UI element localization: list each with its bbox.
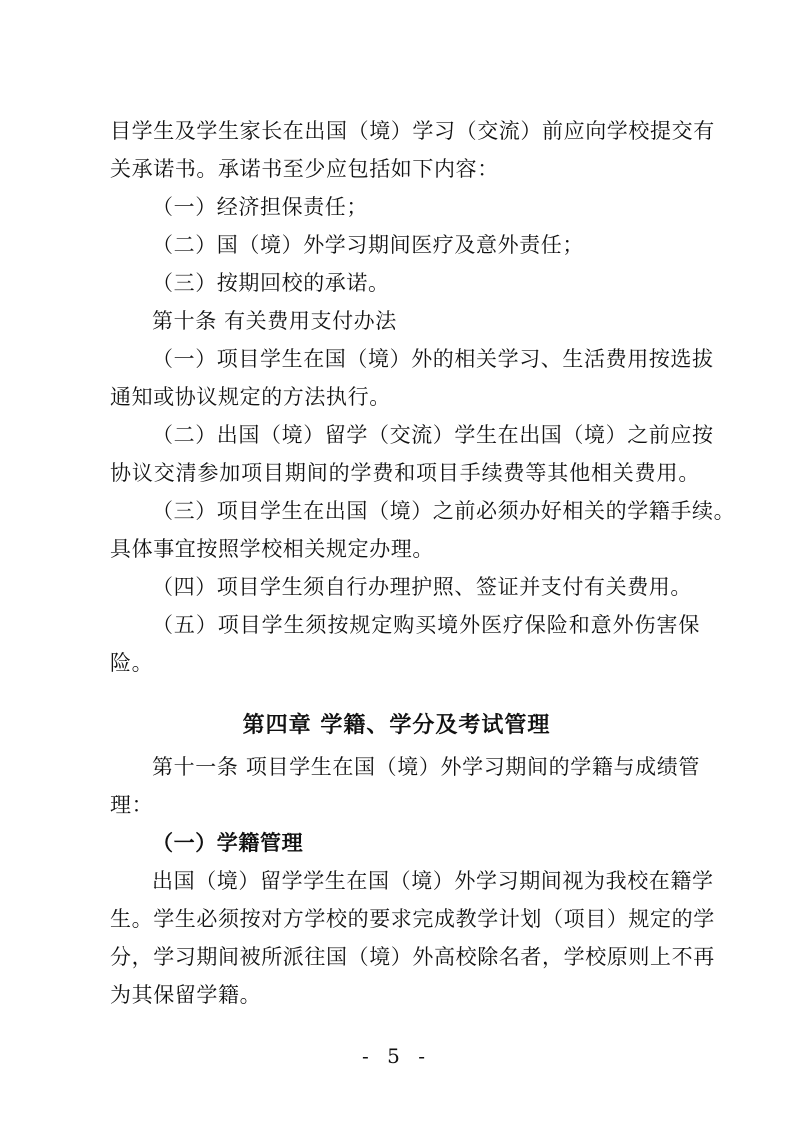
paragraph-line: 协议交清参加项目期间的学费和项目手续费等其他相关费用。 [110, 461, 700, 485]
paragraph-line: 生。学生必须按对方学校的要求完成教学计划（项目）规定的学 [110, 907, 715, 931]
paragraph-line: 险。 [110, 651, 154, 675]
paragraph-line: 分，学习期间被所派往国（境）外高校除名者，学校原则上不再 [110, 945, 715, 969]
paragraph-line: 关承诺书。承诺书至少应包括如下内容： [110, 157, 499, 181]
page-number: - 5 - [362, 1044, 431, 1068]
paragraph-line: （一）项目学生在国（境）外的相关学习、生活费用按选拔 [152, 347, 714, 371]
paragraph-line: （一）经济担保责任； [152, 195, 368, 219]
paragraph-line: （二）国（境）外学习期间医疗及意外责任； [152, 233, 584, 257]
paragraph-line: 为其保留学籍。 [110, 983, 262, 1007]
paragraph-line: （二）出国（境）留学（交流）学生在出国（境）之前应按 [152, 423, 714, 447]
paragraph-line: 具体事宜按照学校相关规定办理。 [110, 537, 434, 561]
article-heading: 第十一条 项目学生在国（境）外学习期间的学籍与成绩管 [152, 755, 700, 779]
chapter-title: 第四章 学籍、学分及考试管理 [242, 712, 551, 738]
paragraph-line: 理： [110, 793, 154, 817]
paragraph-line: 出国（境）留学学生在国（境）外学习期间视为我校在籍学 [152, 869, 714, 893]
paragraph-line: （三）项目学生在出国（境）之前必须办好相关的学籍手续。 [152, 499, 736, 523]
paragraph-line: （五）项目学生须按规定购买境外医疗保险和意外伤害保 [152, 613, 700, 637]
paragraph-line: 目学生及学生家长在出国（境）学习（交流）前应向学校提交有 [110, 119, 715, 143]
paragraph-line: 通知或协议规定的方法执行。 [110, 385, 391, 409]
article-heading: 第十条 有关费用支付办法 [152, 309, 397, 333]
section-heading: （一）学籍管理 [152, 830, 304, 855]
paragraph-line: （三）按期回校的承诺。 [152, 271, 390, 295]
paragraph-line: （四）项目学生须自行办理护照、签证并支付有关费用。 [152, 575, 692, 599]
